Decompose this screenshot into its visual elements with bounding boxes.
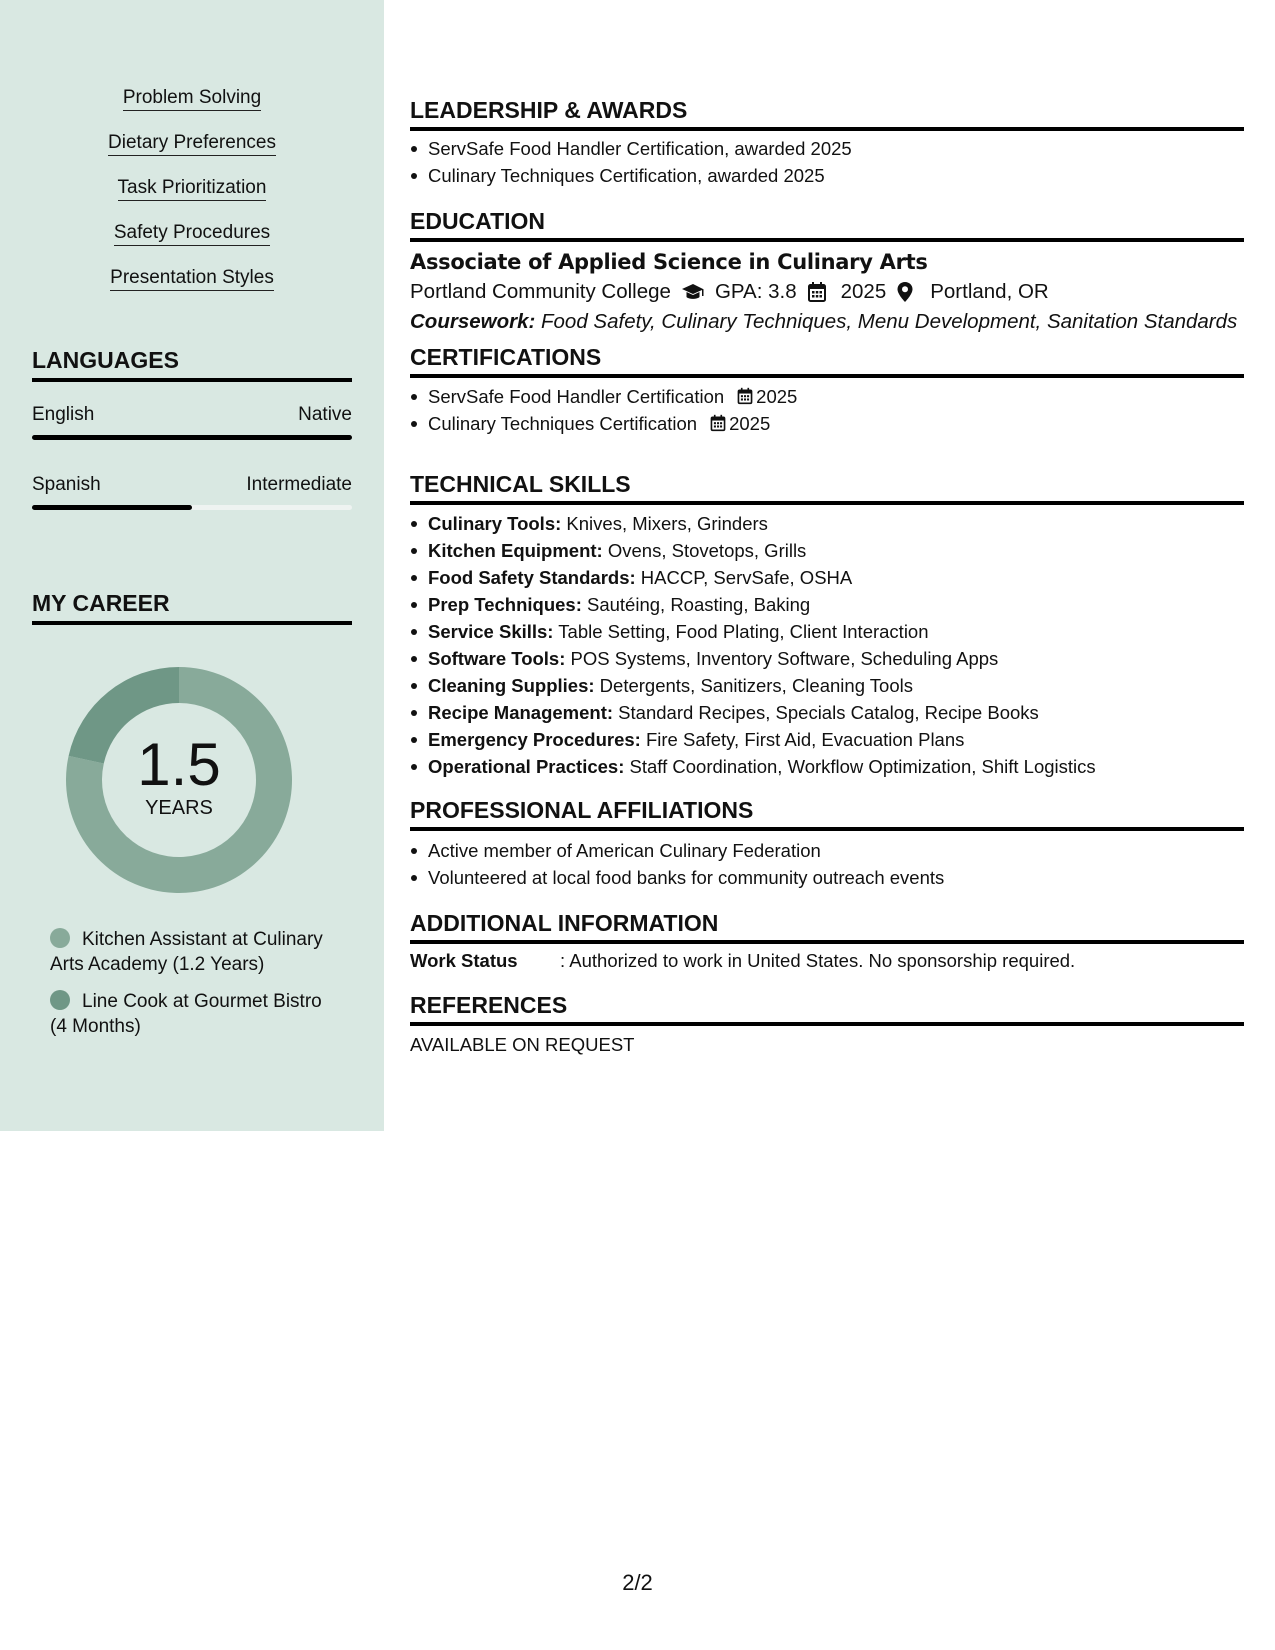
skill-category: Culinary Tools: <box>428 513 562 534</box>
work-status-value: : Authorized to work in United States. No sponsorship required. <box>560 950 1076 971</box>
leadership-list <box>428 135 1244 189</box>
list-item <box>428 726 1244 753</box>
donut-center <box>66 667 292 893</box>
leadership-heading: LEADERSHIP & AWARDS <box>410 96 1244 131</box>
list-item: Culinary Techniques Certification, awarded 2025 <box>428 162 1244 189</box>
list-item: ServSafe Food Handler Certification, awarded 2025 <box>428 135 1244 162</box>
career-list <box>50 927 340 1051</box>
skill-tag: Task Prioritization <box>118 176 267 201</box>
graduation-cap-icon <box>681 281 705 303</box>
skill-category: Kitchen Equipment: <box>428 540 603 561</box>
skill-values: Knives, Mixers, Grinders <box>561 513 768 534</box>
skill-category: Emergency Procedures: <box>428 729 641 750</box>
work-status-label: Work Status <box>410 950 518 971</box>
language-bar <box>32 435 352 440</box>
list-item: Active member of American Culinary Federation <box>428 837 1244 864</box>
skill-category: Operational Practices: <box>428 756 625 777</box>
skill-values: Table Setting, Food Plating, Client Interaction <box>553 621 929 642</box>
coursework <box>410 307 1244 337</box>
legend-dot <box>50 990 70 1010</box>
career-item <box>50 927 340 977</box>
skill-category: Cleaning Supplies: <box>428 675 595 696</box>
page-number: 2/2 <box>622 1570 653 1595</box>
list-item <box>428 753 1244 780</box>
list-item <box>428 410 1244 437</box>
skill-category: Software Tools: <box>428 648 566 669</box>
skill-tag: Problem Solving <box>123 86 261 111</box>
skills-list <box>0 86 384 311</box>
language-english <box>32 403 352 440</box>
calendar-icon <box>807 281 831 303</box>
certifications-list <box>428 383 1244 437</box>
skill-values: POS Systems, Inventory Software, Scheduling Apps <box>565 648 999 669</box>
legend-dot <box>50 928 70 948</box>
language-name: Spanish <box>32 474 101 495</box>
skill-values: Staff Coordination, Workflow Optimization, Shift Logistics <box>624 756 1096 777</box>
list-item <box>428 510 1244 537</box>
list-item <box>428 618 1244 645</box>
list-item <box>428 564 1244 591</box>
gpa: GPA: 3.8 <box>714 280 797 303</box>
affiliations-heading: PROFESSIONAL AFFILIATIONS <box>410 796 1244 831</box>
skill-values: Standard Recipes, Specials Catalog, Recipe Books <box>613 702 1039 723</box>
references-text: AVAILABLE ON REQUEST <box>410 1034 635 1055</box>
skill-tag: Safety Procedures <box>114 221 270 246</box>
coursework-list: Food Safety, Culinary Techniques, Menu Development, Sanitation Standards <box>535 310 1238 333</box>
education-heading: EDUCATION <box>410 207 1244 242</box>
language-name: English <box>32 404 95 425</box>
language-bar-fill <box>32 435 352 440</box>
degree-title: Associate of Applied Science in Culinary Arts <box>410 250 928 274</box>
skill-values: Sautéing, Roasting, Baking <box>581 594 811 615</box>
calendar-icon <box>709 412 727 430</box>
skill-category: Prep Techniques: <box>428 594 582 615</box>
career-total-value: 1.5 <box>137 731 221 798</box>
certifications-heading: CERTIFICATIONS <box>410 343 1244 378</box>
education-meta <box>410 277 1244 307</box>
list-item <box>428 383 1244 410</box>
languages-heading: LANGUAGES <box>32 346 352 382</box>
career-total-unit: YEARS <box>145 797 213 819</box>
career-heading: MY CAREER <box>32 589 352 625</box>
language-level: Native <box>298 404 352 425</box>
cert-year: 2025 <box>729 413 771 434</box>
skill-tag: Presentation Styles <box>110 266 274 291</box>
education-entry <box>410 247 1244 337</box>
language-spanish <box>32 473 352 510</box>
coursework-label: Coursework: <box>410 310 536 333</box>
career-donut-chart <box>66 667 292 893</box>
skill-values: Fire Safety, First Aid, Evacuation Plans <box>640 729 965 750</box>
skill-category: Food Safety Standards: <box>428 567 636 588</box>
career-label: Kitchen Assistant at Culinary Arts Academy (1.2 Years) <box>50 929 323 975</box>
career-item <box>50 989 340 1039</box>
language-bar-fill <box>32 505 192 510</box>
career-label: Line Cook at Gourmet Bistro (4 Months) <box>50 991 322 1037</box>
sidebar <box>0 0 384 1131</box>
skill-tag: Dietary Preferences <box>108 131 276 156</box>
list-item <box>428 537 1244 564</box>
skill-category: Service Skills: <box>428 621 554 642</box>
references-heading: REFERENCES <box>410 991 1244 1026</box>
list-item: Volunteered at local food banks for community outreach events <box>428 864 1244 891</box>
language-bar <box>32 505 352 510</box>
work-status <box>410 949 1075 973</box>
language-level: Intermediate <box>246 474 352 495</box>
additional-info-heading: ADDITIONAL INFORMATION <box>410 909 1244 944</box>
skill-values: Detergents, Sanitizers, Cleaning Tools <box>594 675 913 696</box>
cert-name: Culinary Techniques Certification <box>428 413 698 434</box>
school-location: Portland, OR <box>930 280 1049 303</box>
skill-category: Recipe Management: <box>428 702 614 723</box>
list-item <box>428 672 1244 699</box>
technical-skills-list <box>428 510 1244 780</box>
skill-values: HACCP, ServSafe, OSHA <box>635 567 853 588</box>
affiliations-list <box>428 837 1244 891</box>
cert-year: 2025 <box>756 386 798 407</box>
location-pin-icon <box>896 281 920 303</box>
list-item <box>428 699 1244 726</box>
calendar-icon <box>736 385 754 403</box>
school-name: Portland Community College <box>410 280 671 303</box>
graduation-year: 2025 <box>840 280 887 303</box>
cert-name: ServSafe Food Handler Certification <box>428 386 725 407</box>
list-item <box>428 645 1244 672</box>
list-item <box>428 591 1244 618</box>
technical-skills-heading: TECHNICAL SKILLS <box>410 470 1244 505</box>
skill-values: Ovens, Stovetops, Grills <box>602 540 807 561</box>
